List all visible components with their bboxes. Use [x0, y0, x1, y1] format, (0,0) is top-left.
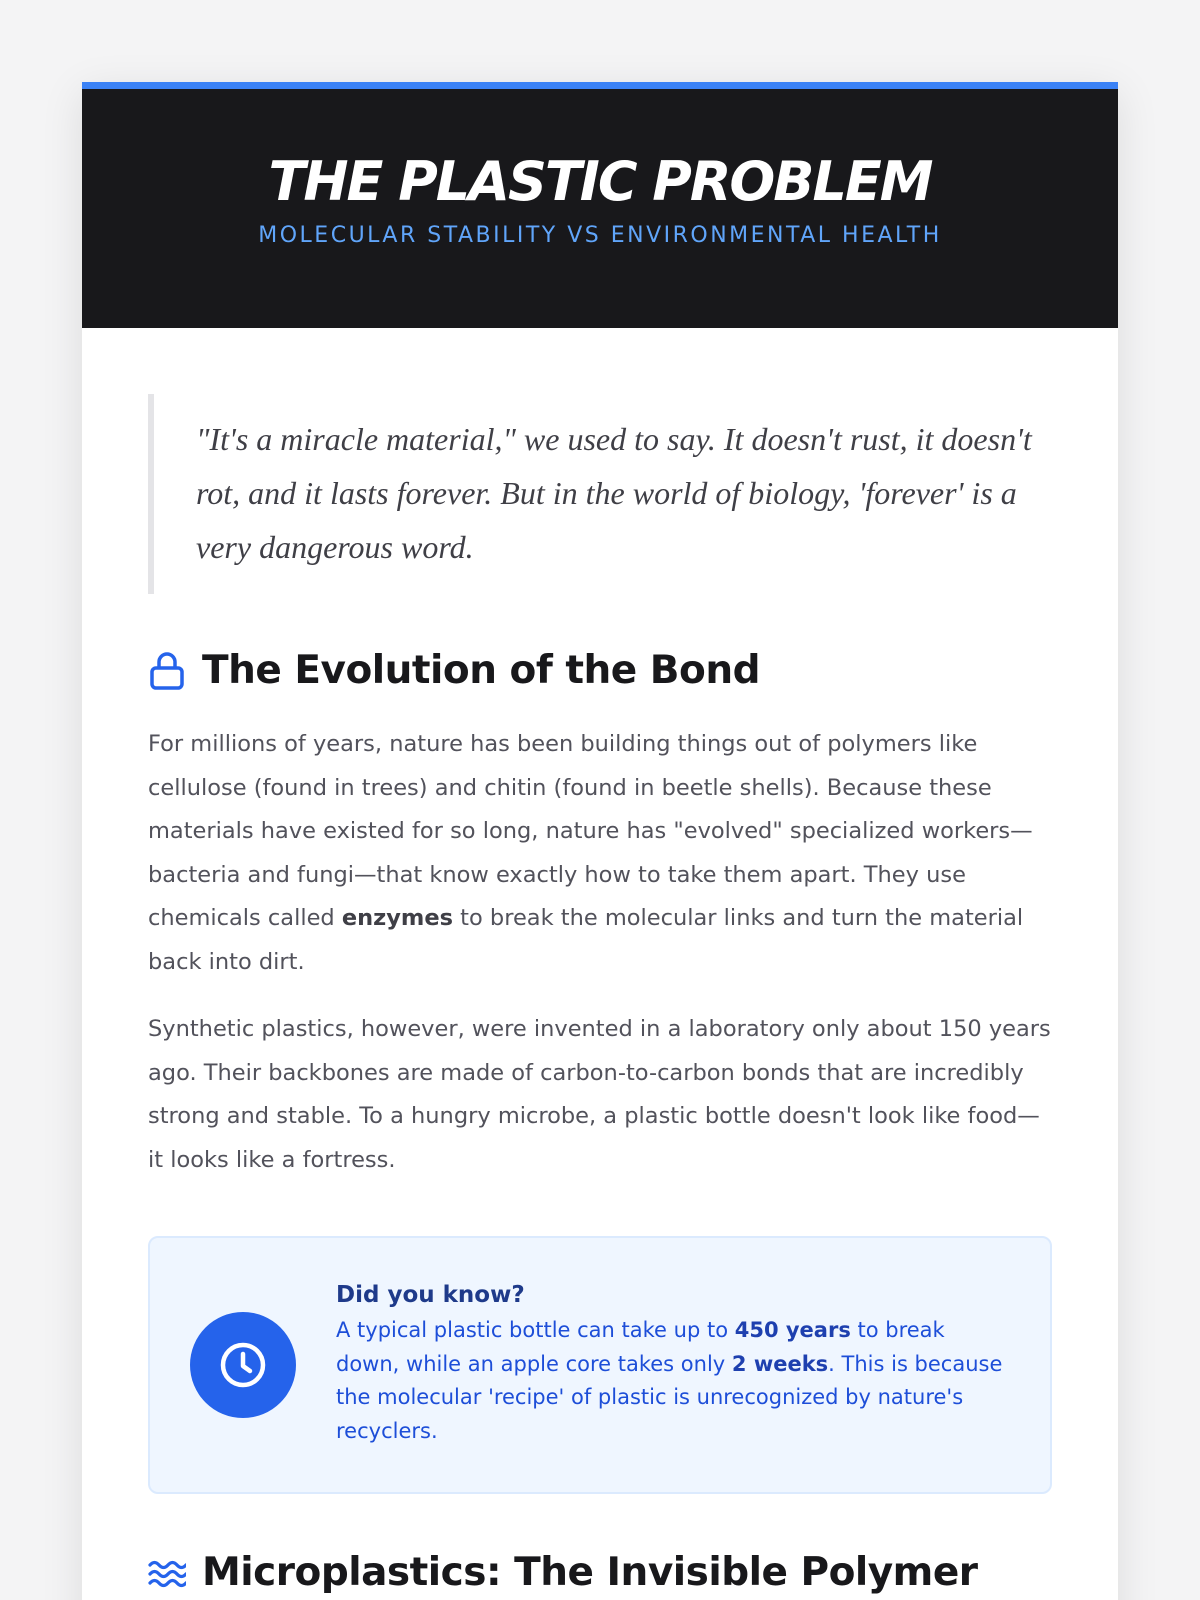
callout-text-part: to break down, while an apple core takes only: [336, 1318, 945, 1376]
waves-icon: [148, 1553, 186, 1593]
section-heading-microplastics: [148, 1550, 1052, 1595]
article-content: [82, 328, 1118, 1595]
intro-quote: "It's a miracle material," we used to say. It doesn't rust, it doesn't rot, and it lasts forever. But in the world of biology, 'forever' is a very dangerous word.: [148, 394, 1052, 594]
paragraph-evolution-2: Synthetic plastics, however, were invented in a laboratory only about 150 years ago. Their backbones are made of carbon-to-carbon bonds that are incredibly strong and stable. To a hungry microbe, a plastic bottle doesn't look like food—it looks like a fortress.: [148, 1016, 1051, 1173]
callout-highlight: 2 weeks: [731, 1351, 829, 1376]
article-card: [82, 82, 1118, 1600]
section-title: Microplastics: The Invisible Polymer: [202, 1550, 978, 1595]
article-header: [82, 82, 1118, 328]
callout-text-part: A typical plastic bottle can take up to: [336, 1318, 735, 1342]
callout-title: Did you know?: [336, 1282, 525, 1308]
clock-icon-badge: [190, 1312, 296, 1418]
section-title: The Evolution of the Bond: [202, 648, 761, 693]
page-subtitle: MOLECULAR STABILITY VS ENVIRONMENTAL HEALTH: [258, 223, 942, 248]
paragraph-bold-term: enzymes: [341, 905, 454, 931]
did-you-know-callout: [148, 1236, 1052, 1494]
callout-text-part: . This is because the molecular 'recipe' of plastic is unrecognized by nature's recyclers.: [336, 1351, 1003, 1443]
paragraph-text: For millions of years, nature has been building things out of polymers like cellulose (found in trees) and chitin (found in beetle shells). Because these materials have existed for so long, nature has "evolved" specialized workers—bacteria and fungi—that know exactly how to take them apart. They use chemicals called: [148, 731, 1033, 931]
section-heading-evolution: [148, 648, 1052, 693]
callout-text: [336, 1314, 1010, 1448]
paragraph-text: to break the molecular links and turn the material back into dirt.: [148, 905, 1024, 975]
callout-body: [336, 1282, 1010, 1448]
lock-icon: [148, 651, 186, 691]
clock-icon: [218, 1340, 268, 1390]
paragraph-evolution-1: [148, 723, 1052, 984]
page-title: THE PLASTIC PROBLEM: [268, 150, 932, 213]
callout-highlight: 450 years: [734, 1318, 851, 1342]
